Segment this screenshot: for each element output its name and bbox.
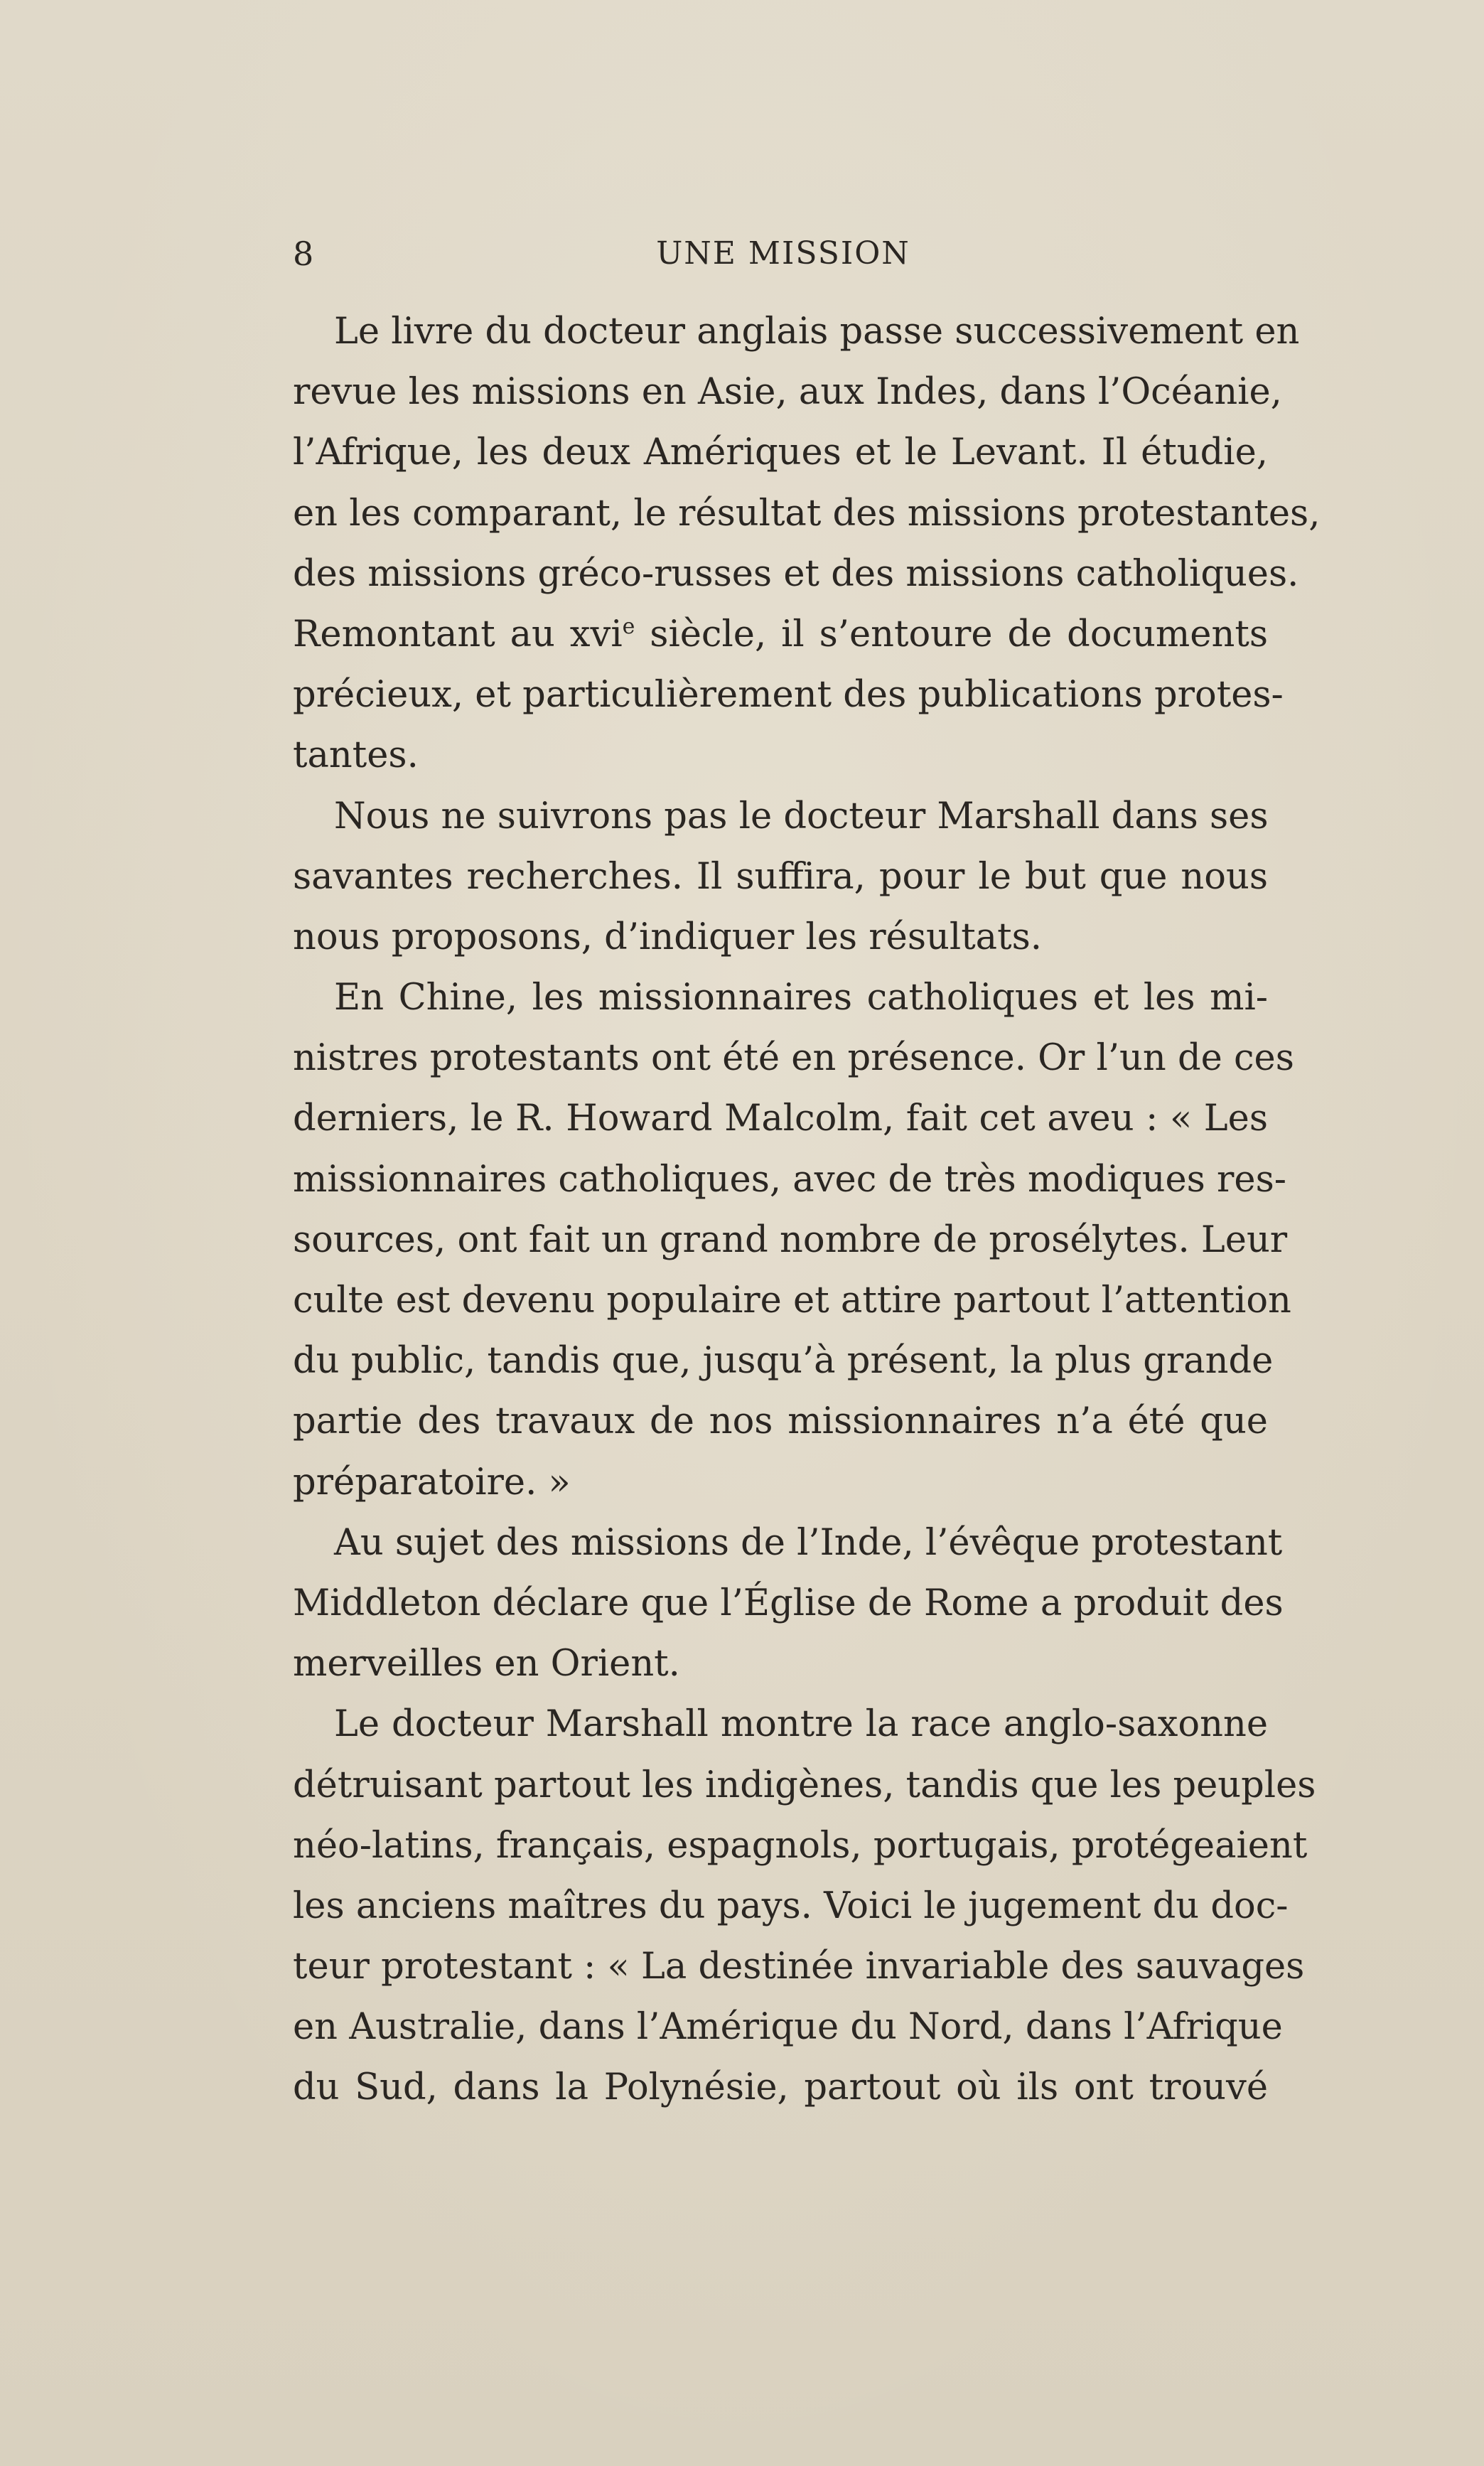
text-line: merveilles en Orient. bbox=[293, 1643, 680, 1685]
text-line: Au sujet des missions de l’Inde, l’évêque protestant bbox=[334, 1521, 1283, 1564]
text-line: les anciens maîtres du pays. Voici le jugement du doc- bbox=[293, 1885, 1289, 1927]
text-line: nistres protestants ont été en présence. Or l’un de ces bbox=[293, 1037, 1294, 1080]
text-line: partie des travaux de nos missionnaires n’a été que bbox=[293, 1400, 1268, 1443]
text-line: précieux, et particulièrement des publications protes- bbox=[293, 674, 1284, 717]
text-line: Nous ne suivrons pas le docteur Marshall dans ses bbox=[334, 795, 1269, 837]
text-line: savantes recherches. Il suffira, pour le but que nous bbox=[293, 855, 1268, 898]
text-line-century bbox=[293, 604, 1268, 665]
running-title: UNE MISSION bbox=[656, 235, 910, 272]
text-line: en Australie, dans l’Amérique du Nord, dans l’Afrique bbox=[293, 2006, 1283, 2049]
text-line: Le docteur Marshall montre la race anglo-saxonne bbox=[334, 1703, 1268, 1746]
text-line: détruisant partout les indigènes, tandis que les peuples bbox=[293, 1764, 1316, 1806]
text-line: préparatoire. » bbox=[293, 1461, 571, 1503]
text-line: des missions gréco-russes et des missions catholiques. bbox=[293, 552, 1299, 595]
text-line: l’Afrique, les deux Amériques et le Levant. Il étudie, bbox=[293, 431, 1268, 474]
running-head bbox=[293, 229, 1274, 279]
text-line: derniers, le R. Howard Malcolm, fait cet aveu : « Les bbox=[293, 1098, 1268, 1140]
text-line: revue les missions en Asie, aux Indes, dans l’Océanie, bbox=[293, 371, 1282, 414]
text-line: missionnaires catholiques, avec de très modiques res- bbox=[293, 1158, 1286, 1201]
text-line: sources, ont fait un grand nombre de prosélytes. Leur bbox=[293, 1218, 1288, 1261]
superscript-e: e bbox=[622, 613, 635, 639]
text-line: Middleton déclare que l’Église de Rome a produit des bbox=[293, 1582, 1284, 1624]
text-line: tantes. bbox=[293, 734, 419, 777]
text-fragment: Remontant au xvi bbox=[293, 613, 623, 655]
text-line: Le livre du docteur anglais passe successivement en bbox=[334, 311, 1300, 353]
text-line: culte est devenu populaire et attire partout l’attention bbox=[293, 1280, 1291, 1322]
body-text bbox=[293, 301, 1321, 2118]
text-line: en les comparant, le résultat des missions protestantes, bbox=[293, 492, 1321, 535]
text-line: néo-latins, français, espagnols, portugais, protégeaient bbox=[293, 1824, 1308, 1867]
text-line: du public, tandis que, jusqu’à présent, la plus grande bbox=[293, 1340, 1274, 1383]
text-line: du Sud, dans la Polynésie, partout où ils ont trouvé bbox=[293, 2066, 1268, 2109]
text-line: En Chine, les missionnaires catholiques et les mi- bbox=[334, 977, 1268, 1019]
page-number: 8 bbox=[293, 235, 314, 273]
text-line: teur protestant : « La destinée invariable des sauvages bbox=[293, 1946, 1305, 1988]
text-fragment: siècle, il s’entoure de documents bbox=[635, 613, 1268, 655]
text-line: nous proposons, d’indiquer les résultats. bbox=[293, 916, 1042, 958]
